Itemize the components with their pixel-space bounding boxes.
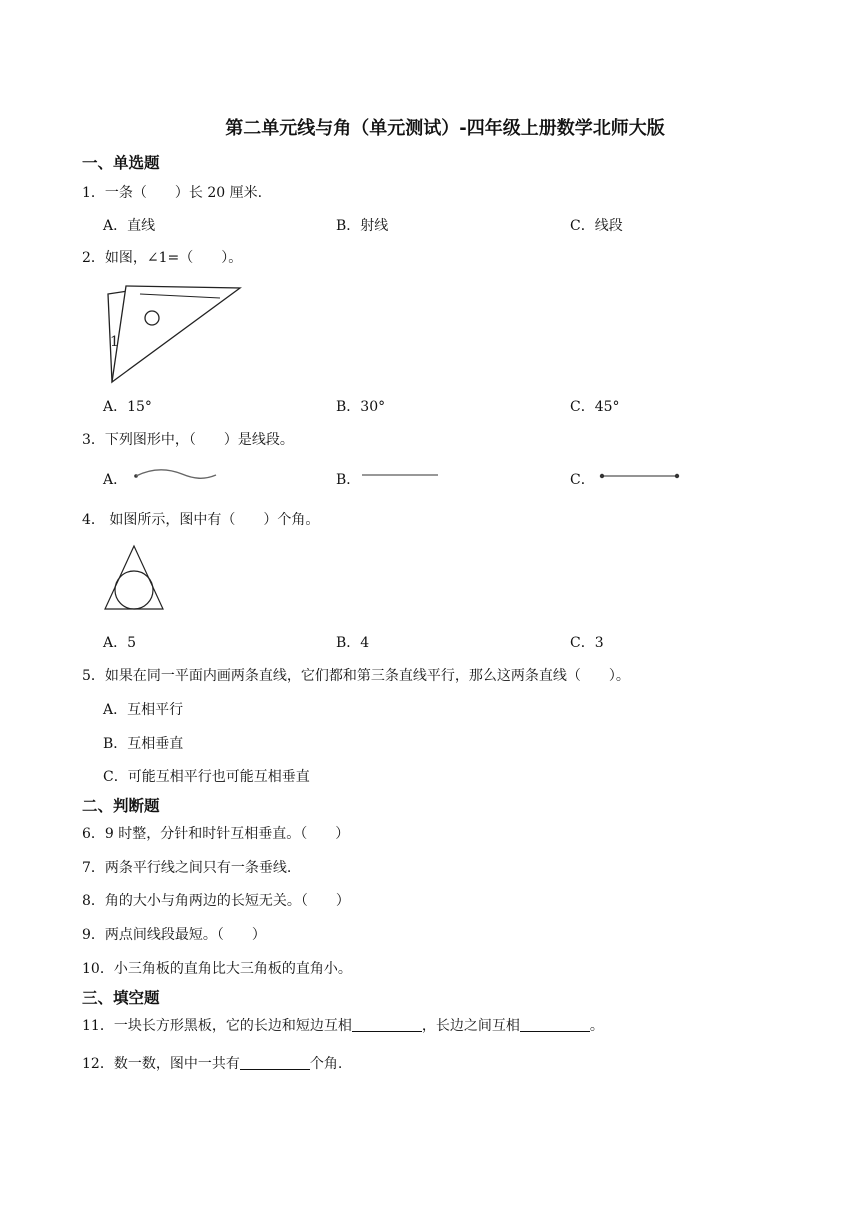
question-9: 9．两点间线段最短。（ ） — [82, 927, 266, 943]
question-3: 3．下列图形中，（ ）是线段。 — [82, 432, 294, 448]
question-6: 6．9 时整，分针和时针互相垂直。（ ） — [82, 826, 350, 842]
q2-option-b: B．30° — [336, 399, 386, 415]
q2-option-a: A．15° — [103, 399, 152, 415]
question-8: 8．角的大小与角两边的长短无关。（ ） — [82, 893, 350, 909]
triangle-circle-figure — [103, 544, 167, 612]
question-4: 4． 如图所示，图中有（ ）个角。 — [82, 512, 320, 528]
page-title: 第二单元线与角（单元测试）-四年级上册数学北师大版 — [225, 118, 665, 139]
q11-text-3: 。 — [589, 1018, 604, 1034]
q12-text-1: 12．数一数，图中一共有 — [82, 1056, 240, 1072]
curved-line-figure — [132, 466, 222, 486]
line-segment-figure — [597, 470, 683, 482]
q3-option-c: C． — [570, 472, 595, 488]
question-1: 1．一条（ ）长 20 厘米. — [82, 185, 263, 201]
angle-label: 1 — [110, 334, 119, 350]
question-5: 5．如果在同一平面内画两条直线，它们都和第三条直线平行，那么这两条直线（ ）。 — [82, 668, 630, 684]
question-12 — [82, 1053, 342, 1073]
q4-option-a: A．5 — [103, 635, 137, 651]
q12-blank[interactable] — [240, 1055, 310, 1070]
section-heading-true-false: 二、判断题 — [82, 797, 160, 815]
q5-option-a: A．互相平行 — [103, 702, 184, 718]
q11-text-1: 11．一块长方形黑板，它的长边和短边互相 — [82, 1018, 352, 1034]
q11-text-2: ，长边之间互相 — [421, 1018, 520, 1034]
question-2: 2．如图，∠1=（ ）。 — [82, 250, 243, 266]
straight-line-figure — [360, 470, 440, 480]
question-11 — [82, 1015, 604, 1035]
q5-option-b: B．互相垂直 — [103, 736, 184, 752]
question-10: 10．小三角板的直角比大三角板的直角小。 — [82, 961, 352, 977]
q4-option-b: B．4 — [336, 635, 370, 651]
section-heading-single-choice: 一、单选题 — [82, 154, 160, 172]
q3-option-b: B． — [336, 472, 361, 488]
q11-blank-1[interactable] — [352, 1017, 422, 1032]
q12-text-2: 个角. — [309, 1056, 343, 1072]
q4-option-c: C．3 — [570, 635, 604, 651]
question-7: 7．两条平行线之间只有一条垂线. — [82, 860, 292, 876]
q2-option-c: C．45° — [570, 399, 620, 415]
section-heading-fill-in: 三、填空题 — [82, 989, 160, 1007]
q5-option-c: C．可能互相平行也可能互相垂直 — [103, 769, 310, 785]
q1-option-c: C．线段 — [570, 218, 623, 234]
q1-option-a: A．直线 — [103, 218, 156, 234]
triangle-rulers-figure — [100, 280, 250, 390]
q3-option-a: A． — [103, 472, 128, 488]
q11-blank-2[interactable] — [520, 1017, 590, 1032]
q1-option-b: B．射线 — [336, 218, 389, 234]
